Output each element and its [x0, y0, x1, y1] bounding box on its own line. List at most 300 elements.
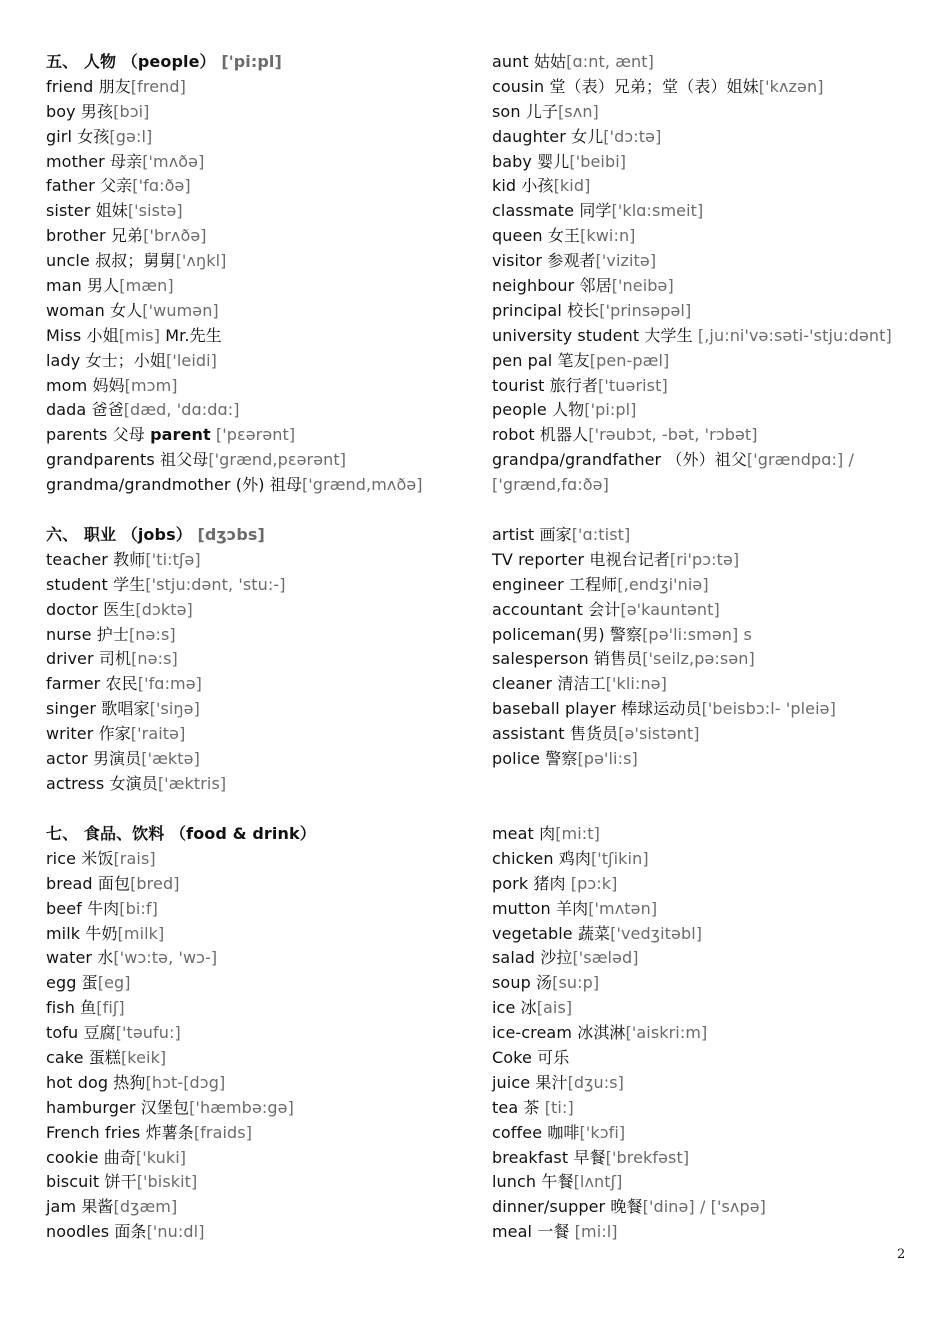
english-word: mom	[46, 375, 88, 395]
english-word: boy	[46, 101, 76, 121]
section-heading-text	[46, 52, 282, 71]
english-word: pen pal	[492, 350, 553, 370]
chinese-meaning: 妈妈	[92, 375, 125, 395]
vocab-entry	[46, 897, 476, 922]
phonetic: [dʒæm]	[113, 1197, 178, 1217]
vocab-entry	[492, 847, 932, 872]
phonetic: [,endʒi'niə]	[617, 574, 709, 594]
vocab-entry	[46, 324, 476, 349]
chinese-meaning: 教师	[113, 549, 146, 569]
english-word: cousin	[492, 76, 545, 96]
chinese-meaning: 汉堡包	[140, 1097, 190, 1117]
vocab-entry	[492, 822, 932, 847]
vocab-entry	[492, 598, 932, 623]
chinese-meaning: 机器人	[539, 425, 589, 445]
vocab-entry	[46, 747, 476, 772]
vocab-entry	[46, 548, 476, 573]
vocab-entry	[492, 1146, 932, 1171]
chinese-meaning: 司机	[98, 649, 132, 669]
english-word: nurse	[46, 624, 92, 644]
chinese-meaning: 豆腐	[83, 1023, 116, 1043]
english-word: tofu	[46, 1023, 79, 1043]
vocab-entry	[492, 100, 932, 125]
phonetic: [keik]	[120, 1048, 167, 1068]
english-word: beef	[46, 898, 82, 918]
vocab-entry	[46, 1146, 476, 1171]
heading-english: people）	[137, 52, 216, 71]
english-word: writer	[46, 724, 94, 744]
vocab-entry	[46, 672, 476, 697]
chinese-meaning: 警察	[609, 624, 643, 644]
extra-word: Mr.先生	[160, 325, 222, 345]
phonetic: [kwi:n]	[580, 226, 636, 246]
chinese-meaning: 水	[97, 948, 114, 968]
phonetic: ['ɑ:tist]	[571, 525, 631, 544]
english-word: father	[46, 176, 95, 196]
chinese-meaning: 爸爸	[91, 400, 124, 420]
vocab-entry	[492, 324, 932, 349]
vocab-entry	[46, 922, 476, 947]
chinese-meaning: 冰	[520, 998, 537, 1018]
phonetic: [fraids]	[193, 1122, 253, 1142]
english-word: student	[46, 574, 108, 594]
english-word: visitor	[492, 251, 543, 271]
english-word: chicken	[492, 848, 554, 868]
phonetic: [dæd, 'dɑ:dɑ:]	[123, 400, 240, 420]
vocab-entry	[492, 423, 932, 448]
phonetic: ['rəubɔt, -bət, 'rɔbət]	[588, 425, 758, 445]
vocab-entry	[492, 1046, 932, 1071]
phonetic: ['grænd,mʌðə]	[301, 475, 423, 495]
phonetic: [nə:s]	[131, 649, 178, 669]
vocab-entry	[492, 1096, 932, 1121]
vocab-entry	[492, 872, 932, 897]
phonetic: ['æktə]	[141, 749, 200, 769]
chinese-meaning: 旅行者	[549, 375, 599, 395]
chinese-meaning: （外）祖父	[666, 450, 747, 470]
phonetic: [mi:t]	[555, 824, 600, 843]
english-word: juice	[492, 1072, 531, 1092]
vocab-entry	[492, 946, 932, 971]
chinese-meaning: 笔友	[557, 350, 590, 370]
vocab-entry	[46, 722, 476, 747]
english-word: cake	[46, 1048, 84, 1068]
phonetic: [rais]	[113, 848, 156, 868]
phonetic: ['kɔfi]	[579, 1122, 626, 1142]
chinese-meaning: 早餐	[573, 1147, 606, 1167]
chinese-meaning: 汤	[536, 973, 553, 993]
phonetic: [lʌntʃ]	[573, 1172, 623, 1192]
english-word: actress	[46, 773, 105, 793]
phonetic: [ri'pɔ:tə]	[669, 549, 740, 569]
chinese-meaning: 叔叔；舅舅	[95, 251, 176, 271]
english-word: Miss	[46, 325, 82, 345]
english-word: salesperson	[492, 649, 589, 669]
chinese-meaning: 饼干	[104, 1172, 137, 1192]
phonetic: [pɔ:k]	[565, 873, 618, 893]
phonetic: ['brʌðə]	[143, 226, 207, 246]
vocab-entry	[46, 996, 476, 1021]
vocab-entry	[492, 199, 932, 224]
english-word: Coke	[492, 1048, 532, 1068]
heading-chinese: 六、 职业 （	[46, 525, 138, 544]
phonetic: ['sæləd]	[572, 948, 639, 968]
phonetic: ['tʃikin]	[590, 848, 649, 868]
english-word: robot	[492, 425, 535, 445]
vocab-entry	[492, 647, 932, 672]
english-word: cookie	[46, 1147, 99, 1167]
chinese-meaning: 父母	[112, 425, 145, 445]
english-word: lady	[46, 350, 81, 370]
chinese-meaning: 女王	[547, 226, 581, 246]
heading-phonetic: [dʒɔbs]	[197, 525, 265, 544]
english-word: daughter	[492, 126, 566, 146]
vocab-entry	[492, 374, 932, 399]
chinese-meaning: 米饭	[81, 848, 114, 868]
vocab-entry	[492, 224, 932, 249]
chinese-meaning: 父亲	[100, 176, 133, 196]
vocab-entry	[46, 1121, 476, 1146]
phonetic: ['pi:pl]	[584, 400, 637, 420]
vocab-entry	[46, 1021, 476, 1046]
english-word: mother	[46, 151, 105, 171]
english-word: kid	[492, 176, 517, 196]
english-word: man	[46, 276, 82, 296]
vocab-entry	[492, 573, 932, 598]
heading-english: food & drink）	[186, 824, 316, 843]
english-word: artist	[492, 525, 535, 544]
english-word: water	[46, 948, 93, 968]
phonetic: ['wɔ:tə, 'wɔ-]	[113, 948, 218, 968]
chinese-meaning: 姐妹	[95, 201, 128, 221]
phonetic: ['raitə]	[130, 724, 186, 744]
english-word: girl	[46, 126, 73, 146]
english-word: mutton	[492, 898, 551, 918]
vocab-entry	[492, 1170, 932, 1195]
english-word: breakfast	[492, 1147, 569, 1167]
chinese-meaning: 画家	[539, 525, 572, 544]
vocab-entry	[46, 847, 476, 872]
english-word: doctor	[46, 599, 98, 619]
chinese-meaning: 热狗	[113, 1072, 146, 1092]
chinese-meaning: 女孩	[77, 126, 110, 146]
chinese-meaning: 姑姑	[533, 52, 567, 71]
english-word: parents	[46, 425, 108, 445]
phonetic: ['neibə]	[611, 276, 674, 296]
chinese-meaning: 人物	[552, 400, 585, 420]
english-word: lunch	[492, 1172, 537, 1192]
chinese-meaning: 销售员	[593, 649, 643, 669]
english-word: ice-cream	[492, 1023, 573, 1043]
vocab-entry	[46, 299, 476, 324]
english-word: tea	[492, 1097, 519, 1117]
vocab-entry	[46, 224, 476, 249]
chinese-meaning: 警察	[545, 749, 578, 769]
phonetic: [mi:l]	[569, 1222, 618, 1242]
vocab-entry	[492, 1071, 932, 1096]
chinese-meaning: 小姐	[86, 325, 119, 345]
english-word: fish	[46, 998, 75, 1018]
phonetic: ['kli:nə]	[605, 674, 667, 694]
english-word: French fries	[46, 1122, 141, 1142]
english-word: vegetable	[492, 923, 573, 943]
phonetic: ['brekfəst]	[605, 1147, 690, 1167]
vocab-entry	[46, 1096, 476, 1121]
chinese-meaning: 羊肉	[556, 898, 589, 918]
section-heading-text	[46, 824, 316, 843]
chinese-meaning: 女人	[110, 300, 143, 320]
english-word: rice	[46, 848, 77, 868]
vocab-entry	[492, 697, 932, 722]
english-word: neighbour	[492, 276, 575, 296]
chinese-meaning: 蛋糕	[88, 1048, 121, 1068]
english-word: policeman(男)	[492, 624, 605, 644]
english-word: classmate	[492, 201, 575, 221]
english-word: bread	[46, 873, 93, 893]
phonetic: ['vizitə]	[595, 251, 657, 271]
chinese-meaning: 会计	[588, 599, 621, 619]
chinese-meaning: 朋友	[98, 76, 131, 96]
vocab-entry	[46, 249, 476, 274]
english-word: brother	[46, 226, 106, 246]
vocab-entry	[46, 349, 476, 374]
phonetic: [ais]	[536, 998, 573, 1018]
phonetic: [dʒu:s]	[567, 1072, 625, 1092]
english-word: grandpa/grandfather	[492, 450, 662, 470]
chinese-meaning: 女士；小姐	[85, 350, 166, 370]
chinese-meaning: 果酱	[81, 1197, 114, 1217]
chinese-meaning: 面条	[114, 1222, 147, 1242]
phonetic: ['tuərist]	[598, 375, 668, 395]
english-word: university student	[492, 325, 640, 345]
english-word: noodles	[46, 1222, 110, 1242]
phonetic: ['fɑ:ðə]	[132, 176, 191, 196]
english-word: aunt	[492, 52, 529, 71]
vocab-entry	[46, 448, 476, 473]
phonetic: ['grænd,pɛərənt]	[208, 450, 347, 470]
vocab-entry	[492, 249, 932, 274]
chinese-meaning: 堂（表）兄弟；堂（表）姐妹	[549, 76, 759, 96]
vocab-entry	[46, 598, 476, 623]
vocab-entry	[492, 672, 932, 697]
phonetic: ['ʌŋkl]	[175, 251, 227, 271]
chinese-meaning: 午餐	[541, 1172, 574, 1192]
phonetic: ['sistə]	[127, 201, 183, 221]
english-word: son	[492, 101, 521, 121]
chinese-meaning: 蛋	[81, 973, 98, 993]
phonetic: ['stju:dənt, 'stu:-]	[145, 574, 286, 594]
vocab-entry	[46, 423, 476, 448]
chinese-meaning: 母亲	[110, 151, 143, 171]
phonetic: ['biskit]	[136, 1172, 198, 1192]
chinese-meaning: 牛奶	[85, 923, 118, 943]
vocab-entry	[492, 1021, 932, 1046]
vocab-entry	[46, 573, 476, 598]
chinese-meaning: 蔬菜	[577, 923, 611, 943]
english-word: dinner/supper	[492, 1197, 606, 1217]
english-word: salad	[492, 948, 536, 968]
chinese-meaning: 护士	[96, 624, 129, 644]
section-heading	[46, 50, 476, 75]
phonetic: ['fɑ:mə]	[137, 674, 203, 694]
phonetic: ['nu:dl]	[146, 1222, 205, 1242]
vocab-entry	[492, 722, 932, 747]
phonetic: [ə'kauntənt]	[620, 599, 720, 619]
phonetic: [pə'li:s]	[577, 749, 638, 769]
english-word: actor	[46, 749, 88, 769]
chinese-meaning: 可乐	[537, 1048, 570, 1068]
chinese-meaning: 茶	[523, 1097, 540, 1117]
phonetic: [ə'sistənt]	[618, 724, 700, 744]
vocab-entry	[46, 697, 476, 722]
chinese-meaning: 女演员	[109, 773, 158, 793]
phonetic: ['pɛərənt]	[210, 425, 296, 445]
phonetic: ['siŋə]	[149, 699, 200, 719]
chinese-meaning: 牛肉	[87, 898, 120, 918]
phonetic: [bɔi]	[113, 101, 150, 121]
english-word: cleaner	[492, 674, 553, 694]
phonetic: [mæn]	[119, 276, 174, 296]
heading-chinese: 五、 人物 （	[46, 52, 138, 71]
chinese-meaning: 肉	[539, 824, 556, 843]
vocab-entry	[46, 125, 476, 150]
phonetic: [mɔm]	[124, 375, 178, 395]
phonetic: ['grændpɑ:] / ['grænd,fɑ:ðə]	[492, 450, 855, 495]
phonetic: ['mʌðə]	[142, 151, 205, 171]
left-column	[46, 50, 476, 498]
section-heading-text	[46, 525, 265, 544]
vocab-entry	[46, 1195, 476, 1220]
chinese-meaning: 校长	[567, 300, 600, 320]
english-word: driver	[46, 649, 94, 669]
english-word: friend	[46, 76, 94, 96]
chinese-meaning: 冰淇淋	[577, 1023, 626, 1043]
vocab-entry	[492, 922, 932, 947]
section-heading	[46, 822, 476, 847]
chinese-meaning: 晚餐	[610, 1197, 643, 1217]
phonetic: [ti:]	[539, 1097, 574, 1117]
phonetic: ['klɑ:smeit]	[611, 201, 704, 221]
phonetic: [dɔktə]	[135, 599, 193, 619]
vocab-entry	[492, 274, 932, 299]
vocab-entry	[46, 374, 476, 399]
chinese-meaning: 果汁	[535, 1072, 568, 1092]
chinese-meaning: 工程师	[568, 574, 618, 594]
phonetic: ['kʌzən]	[758, 76, 824, 96]
chinese-meaning: 农民	[105, 674, 138, 694]
phonetic: [bred]	[130, 873, 180, 893]
chinese-meaning: 鱼	[80, 998, 97, 1018]
left-column	[46, 523, 476, 797]
phonetic: ['prinsəpəl]	[599, 300, 692, 320]
vocab-entry	[492, 971, 932, 996]
chinese-meaning: 鸡肉	[558, 848, 591, 868]
phonetic: [eg]	[97, 973, 131, 993]
chinese-meaning: 曲奇	[103, 1147, 136, 1167]
vocab-entry	[46, 772, 476, 797]
english-word: accountant	[492, 599, 583, 619]
right-column	[492, 50, 932, 498]
english-word: biscuit	[46, 1172, 100, 1192]
vocab-entry	[492, 448, 932, 498]
chinese-meaning: 歌唱家	[101, 699, 150, 719]
phonetic: [pə'li:smən] s	[642, 624, 752, 644]
vocab-entry	[492, 50, 932, 75]
vocab-entry	[46, 647, 476, 672]
vocab-entry	[46, 971, 476, 996]
phonetic: ['aiskri:m]	[625, 1023, 708, 1043]
vocab-entry	[46, 199, 476, 224]
phonetic: [hɔt-[dɔg]	[145, 1072, 226, 1092]
phonetic: [frend]	[130, 76, 186, 96]
vocab-entry	[46, 872, 476, 897]
vocab-entry	[492, 623, 932, 648]
phonetic: [bi:f]	[119, 898, 158, 918]
phonetic: ['vedʒitəbl]	[610, 923, 703, 943]
phonetic: ['beisbɔ:l- 'pleiə]	[701, 699, 836, 719]
phonetic: ['təufu:]	[115, 1023, 181, 1043]
chinese-meaning: 兄弟	[110, 226, 144, 246]
phonetic: [mis]	[118, 325, 161, 345]
phonetic: ['kuki]	[135, 1147, 187, 1167]
english-word: uncle	[46, 251, 90, 271]
vocab-entry	[492, 548, 932, 573]
chinese-meaning: 大学生	[644, 325, 693, 345]
heading-phonetic: ['pi:pl]	[221, 52, 282, 71]
vocab-entry	[492, 1220, 932, 1245]
chinese-meaning: 电视台记者	[589, 549, 670, 569]
english-word-bold: parent	[150, 425, 211, 445]
vocab-entry	[492, 1121, 932, 1146]
vocab-entry	[46, 274, 476, 299]
english-word: grandparents	[46, 450, 155, 470]
phonetic: ['hæmbə:gə]	[189, 1097, 294, 1117]
english-word: meal	[492, 1222, 533, 1242]
chinese-meaning: 医生	[103, 599, 136, 619]
english-word: singer	[46, 699, 97, 719]
chinese-meaning: 男演员	[92, 749, 142, 769]
phonetic: ['mʌtən]	[588, 898, 658, 918]
vocab-entry	[46, 1170, 476, 1195]
phonetic: ['leidi]	[165, 350, 218, 370]
chinese-meaning: 学生	[113, 574, 146, 594]
vocab-entry	[46, 1220, 476, 1245]
chinese-meaning: 同学	[579, 201, 612, 221]
chinese-meaning: 清洁工	[557, 674, 606, 694]
vocab-entry	[46, 623, 476, 648]
english-word: meat	[492, 824, 534, 843]
chinese-meaning: 邻居	[579, 276, 612, 296]
english-word: coffee	[492, 1122, 543, 1142]
chinese-meaning: 小孩	[521, 176, 554, 196]
vocab-entry	[492, 125, 932, 150]
english-word: queen	[492, 226, 543, 246]
chinese-meaning: 棒球运动员	[621, 699, 702, 719]
english-word: grandma/grandmother (外)	[46, 475, 265, 495]
english-word: police	[492, 749, 541, 769]
vocab-entry	[492, 299, 932, 324]
vocab-entry	[46, 946, 476, 971]
phonetic: [ɑ:nt, ænt]	[566, 52, 654, 71]
phonetic: ['dinə] / ['sʌpə]	[642, 1197, 767, 1217]
vocab-entry	[46, 398, 476, 423]
chinese-meaning: 祖母	[269, 475, 302, 495]
phonetic: [gə:l]	[109, 126, 153, 146]
chinese-meaning: 面包	[97, 873, 131, 893]
phonetic: [su:p]	[552, 973, 600, 993]
chinese-meaning: 售货员	[569, 724, 619, 744]
vocab-entry	[492, 349, 932, 374]
